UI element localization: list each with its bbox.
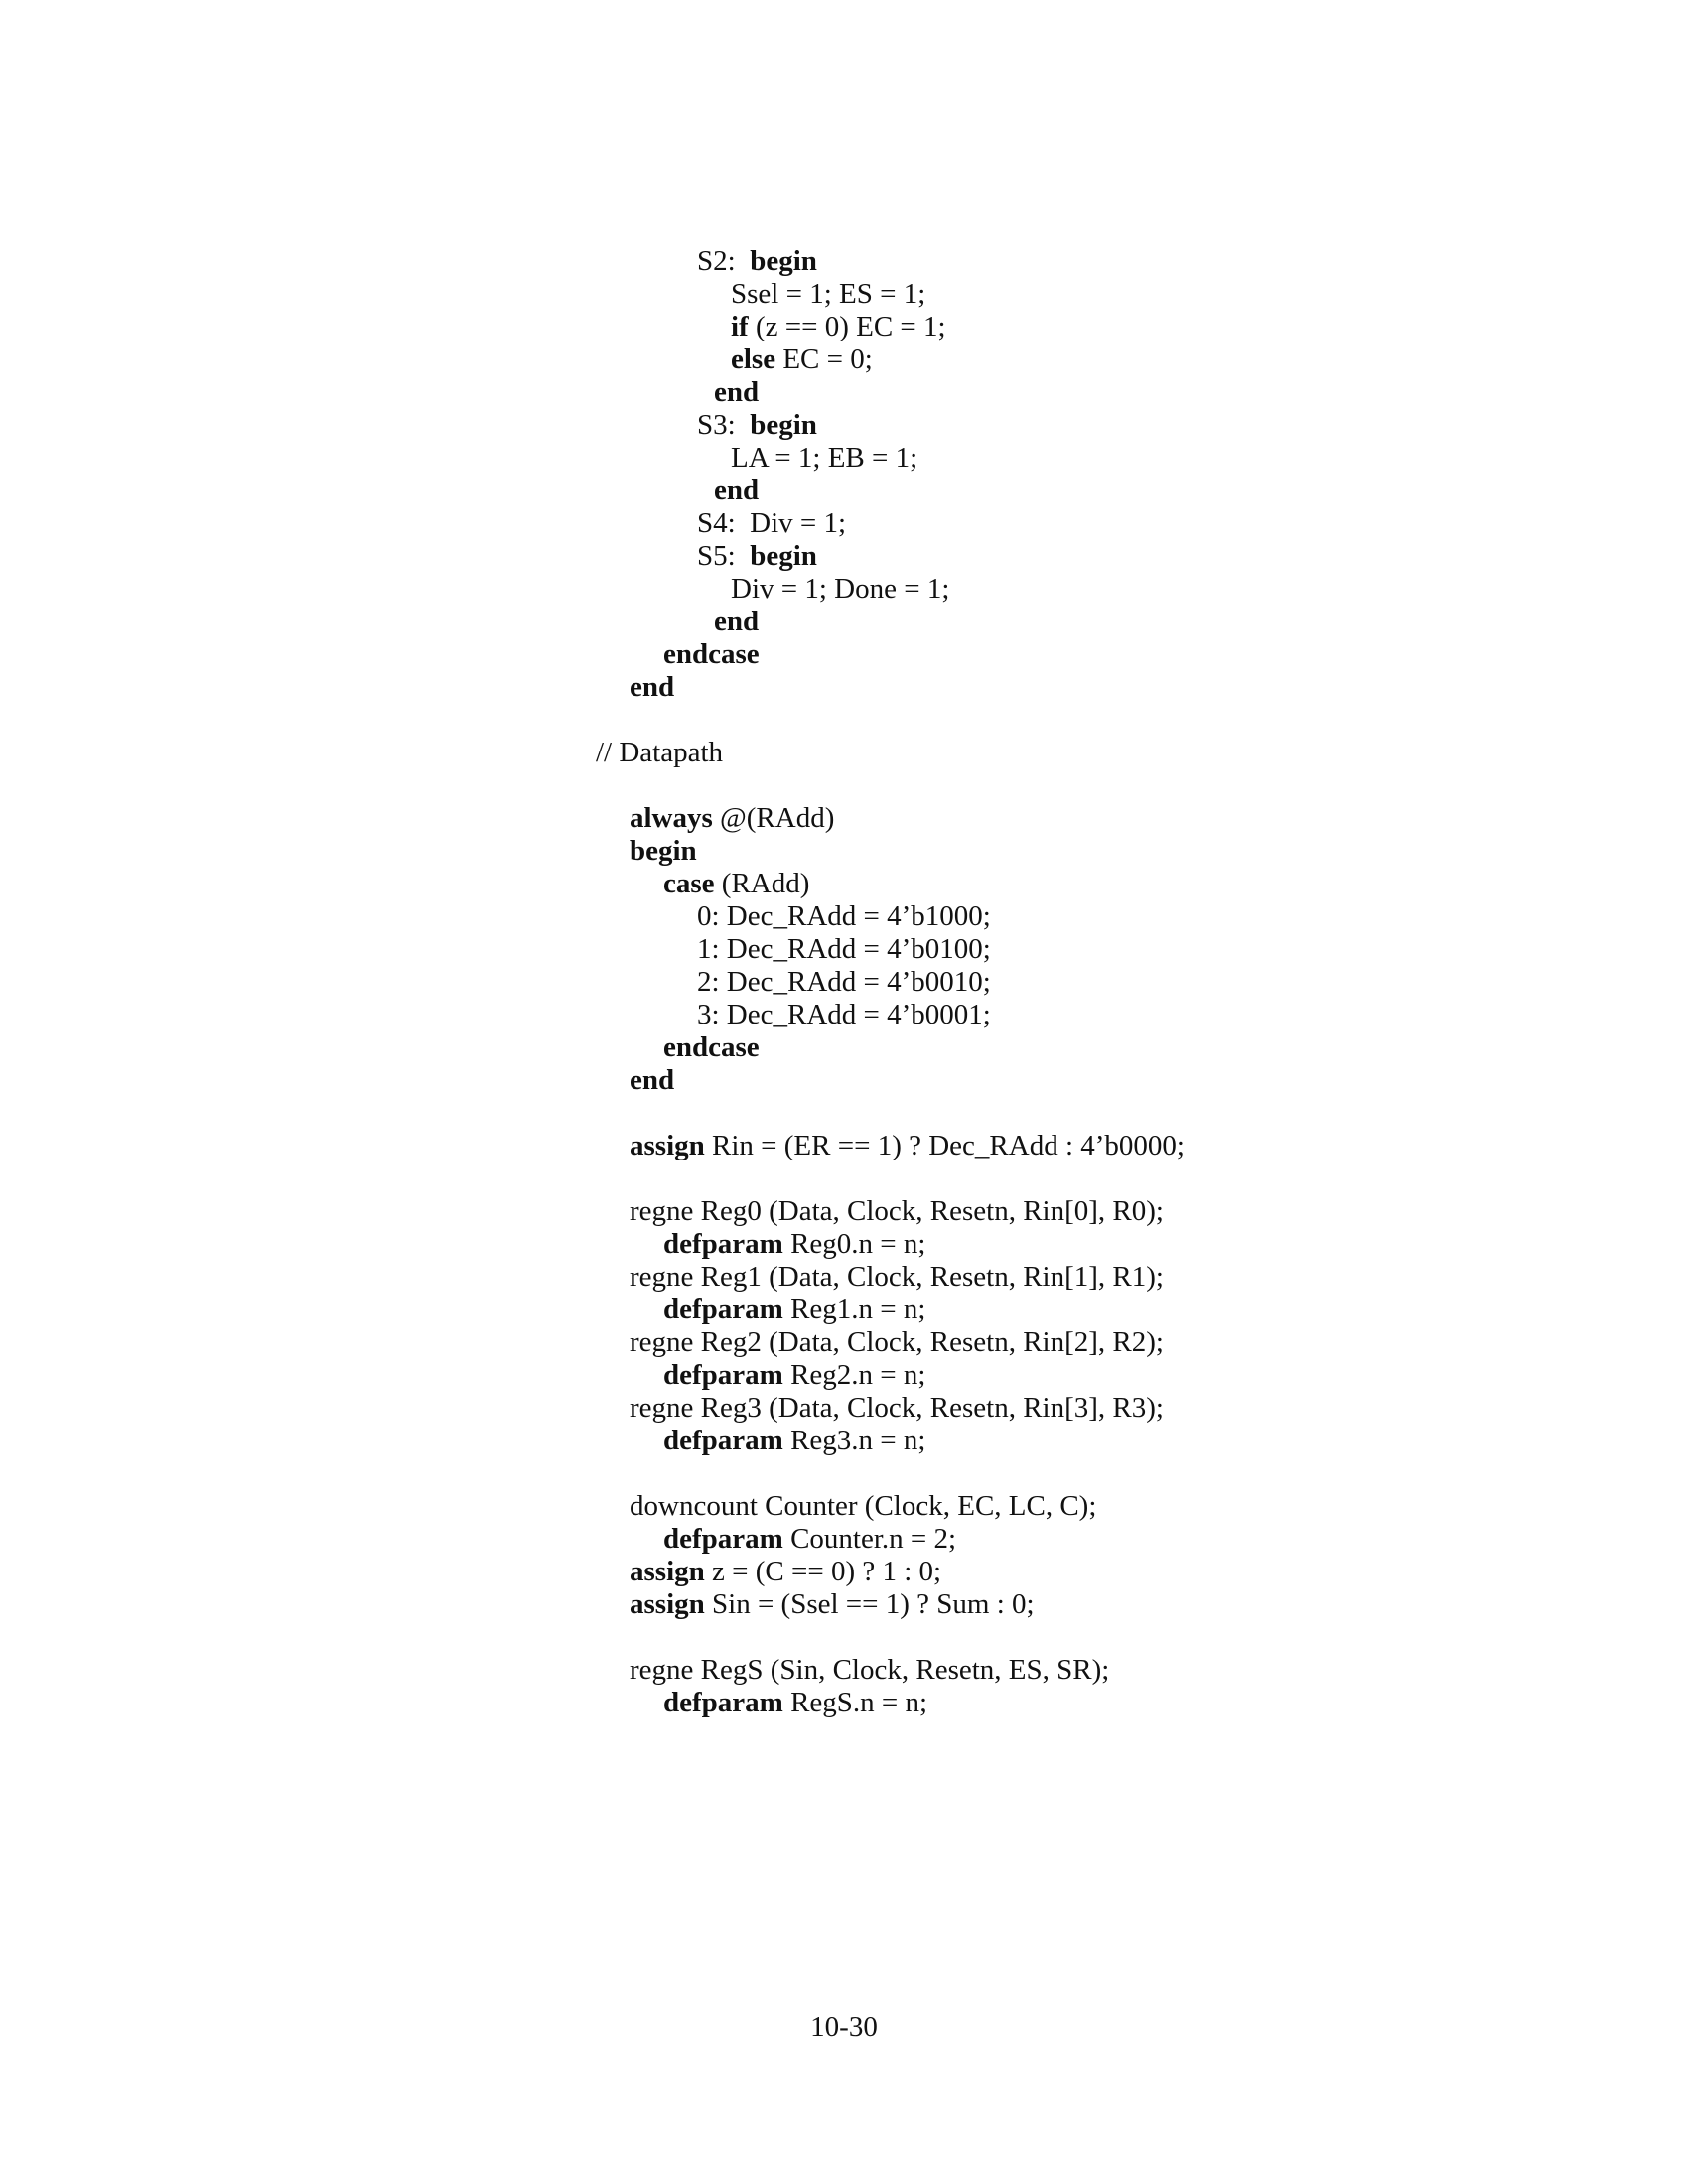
code-line bbox=[731, 572, 949, 606]
keyword: begin bbox=[630, 835, 697, 867]
keyword: defparam bbox=[663, 1359, 783, 1391]
code-text: 2: Dec_RAdd = 4’b0010; bbox=[697, 966, 991, 998]
code-text: Counter.n = 2; bbox=[782, 1523, 957, 1555]
keyword: defparam bbox=[663, 1523, 783, 1555]
code-text: regne Reg1 (Data, Clock, Resetn, Rin[1], R1); bbox=[630, 1261, 1164, 1293]
keyword: case bbox=[663, 868, 715, 899]
code-text: Reg1.n = n; bbox=[782, 1294, 926, 1325]
code-text: 0: Dec_RAdd = 4’b1000; bbox=[697, 900, 991, 932]
code-line bbox=[663, 1293, 925, 1326]
keyword: else bbox=[731, 343, 776, 375]
keyword: end bbox=[714, 475, 760, 506]
code-line bbox=[714, 474, 759, 507]
code-text: @(RAdd) bbox=[712, 802, 835, 834]
code-text: regne Reg3 (Data, Clock, Resetn, Rin[3], R3); bbox=[630, 1392, 1164, 1424]
code-text: Reg3.n = n; bbox=[782, 1425, 926, 1456]
code-line bbox=[731, 277, 925, 311]
code-line bbox=[630, 1129, 1185, 1162]
code-text: Reg0.n = n; bbox=[782, 1228, 926, 1260]
code-text: Sin = (Ssel == 1) ? Sum : 0; bbox=[704, 1588, 1035, 1620]
code-text: EC = 0; bbox=[775, 343, 873, 375]
code-line bbox=[630, 1555, 941, 1588]
keyword: endcase bbox=[663, 638, 760, 670]
code-line bbox=[731, 310, 946, 343]
code-line bbox=[596, 736, 723, 769]
code-line bbox=[663, 1358, 925, 1392]
code-text: S5: bbox=[697, 540, 751, 572]
code-text: Div = 1; Done = 1; bbox=[731, 573, 950, 605]
code-line bbox=[663, 1686, 927, 1719]
keyword: if bbox=[731, 311, 749, 342]
code-text: S2: bbox=[697, 245, 751, 277]
keyword: assign bbox=[630, 1556, 705, 1587]
code-text: Rin = (ER == 1) ? Dec_RAdd : 4’b0000; bbox=[704, 1130, 1185, 1161]
code-text: Ssel = 1; ES = 1; bbox=[731, 278, 926, 310]
code-line bbox=[630, 1653, 1109, 1687]
code-text: downcount Counter (Clock, EC, LC, C); bbox=[630, 1490, 1097, 1522]
code-line bbox=[663, 1424, 925, 1457]
code-line bbox=[697, 539, 817, 573]
code-text: S4: Div = 1; bbox=[697, 507, 847, 539]
code-line bbox=[663, 1522, 956, 1556]
code-line bbox=[630, 1325, 1164, 1359]
code-text: RegS.n = n; bbox=[782, 1687, 928, 1718]
keyword: defparam bbox=[663, 1425, 783, 1456]
code-text: 1: Dec_RAdd = 4’b0100; bbox=[697, 933, 991, 965]
code-line bbox=[731, 441, 917, 475]
code-text: regne Reg0 (Data, Clock, Resetn, Rin[0], R0); bbox=[630, 1195, 1164, 1227]
code-text: 3: Dec_RAdd = 4’b0001; bbox=[697, 999, 991, 1030]
keyword: always bbox=[630, 802, 713, 834]
code-line bbox=[630, 1194, 1164, 1228]
code-line bbox=[697, 408, 817, 442]
code-line bbox=[630, 1063, 674, 1097]
code-line bbox=[630, 801, 834, 835]
code-text: LA = 1; EB = 1; bbox=[731, 442, 918, 474]
code-text: S3: bbox=[697, 409, 751, 441]
code-text: (RAdd) bbox=[714, 868, 810, 899]
code-text: z = (C == 0) ? 1 : 0; bbox=[704, 1556, 942, 1587]
code-line bbox=[714, 375, 759, 409]
code-text: Reg2.n = n; bbox=[782, 1359, 926, 1391]
keyword: defparam bbox=[663, 1687, 783, 1718]
code-text: regne Reg2 (Data, Clock, Resetn, Rin[2], R2); bbox=[630, 1326, 1164, 1358]
keyword: end bbox=[714, 376, 760, 408]
keyword: begin bbox=[750, 409, 817, 441]
page-number: 10-30 bbox=[810, 2011, 878, 2043]
keyword: defparam bbox=[663, 1294, 783, 1325]
code-line bbox=[731, 342, 873, 376]
code-line bbox=[663, 1030, 760, 1064]
code-line bbox=[630, 1391, 1164, 1425]
code-text: (z == 0) EC = 1; bbox=[748, 311, 946, 342]
code-line bbox=[697, 932, 991, 966]
code-line bbox=[697, 998, 991, 1031]
code-line bbox=[714, 605, 759, 638]
code-text: regne RegS (Sin, Clock, Resetn, ES, SR); bbox=[630, 1654, 1110, 1686]
keyword: endcase bbox=[663, 1031, 760, 1063]
code-line bbox=[630, 1260, 1164, 1294]
keyword: end bbox=[630, 1064, 675, 1096]
code-line bbox=[630, 1587, 1035, 1621]
code-line bbox=[663, 637, 760, 671]
code-line bbox=[663, 1227, 925, 1261]
code-line bbox=[697, 899, 991, 933]
code-line bbox=[663, 867, 809, 900]
code-line bbox=[697, 244, 817, 278]
code-line bbox=[630, 834, 697, 868]
keyword: end bbox=[630, 671, 675, 703]
code-text: // Datapath bbox=[596, 737, 724, 768]
code-line bbox=[630, 1489, 1096, 1523]
code-line bbox=[697, 965, 991, 999]
keyword: begin bbox=[750, 540, 817, 572]
keyword: assign bbox=[630, 1130, 705, 1161]
keyword: begin bbox=[750, 245, 817, 277]
code-line bbox=[630, 670, 674, 704]
keyword: end bbox=[714, 606, 760, 637]
keyword: assign bbox=[630, 1588, 705, 1620]
code-line bbox=[697, 506, 846, 540]
keyword: defparam bbox=[663, 1228, 783, 1260]
